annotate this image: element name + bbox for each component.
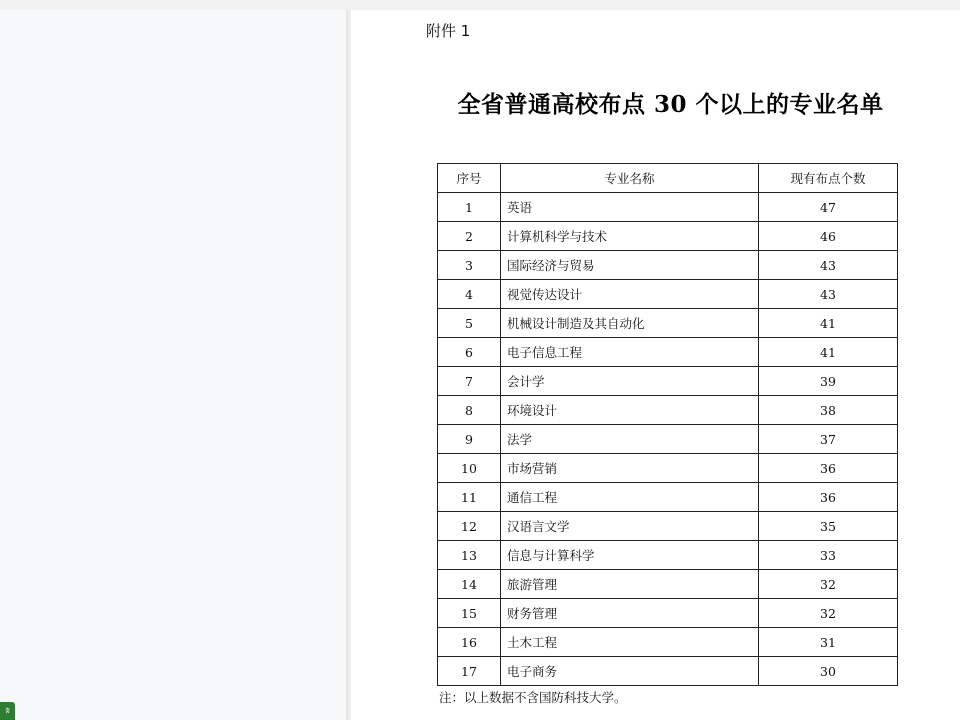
cell-number: 15 <box>438 599 501 628</box>
viewer-left-pane <box>0 10 348 720</box>
cell-number: 14 <box>438 570 501 599</box>
table-row <box>438 599 898 628</box>
cell-name: 市场营销 <box>501 454 759 483</box>
cell-count: 41 <box>759 309 898 338</box>
cell-count: 30 <box>759 657 898 686</box>
cell-count: 39 <box>759 367 898 396</box>
cell-number: 2 <box>438 222 501 251</box>
table-row <box>438 512 898 541</box>
cell-count: 46 <box>759 222 898 251</box>
header-name: 专业名称 <box>501 164 759 193</box>
cell-name: 通信工程 <box>501 483 759 512</box>
table-row <box>438 541 898 570</box>
table-row <box>438 338 898 367</box>
table-row <box>438 425 898 454</box>
major-list-table <box>437 163 898 686</box>
cell-number: 8 <box>438 396 501 425</box>
cell-count: 36 <box>759 483 898 512</box>
table-row <box>438 483 898 512</box>
cell-number: 4 <box>438 280 501 309</box>
cell-number: 6 <box>438 338 501 367</box>
cell-count: 33 <box>759 541 898 570</box>
table-row <box>438 367 898 396</box>
document-page <box>351 10 960 720</box>
table-row <box>438 657 898 686</box>
cell-count: 32 <box>759 599 898 628</box>
cell-number: 17 <box>438 657 501 686</box>
cell-count: 32 <box>759 570 898 599</box>
page-title: 全省普通高校布点 30 个以上的专业名单 <box>457 91 884 118</box>
corner-badge-icon[interactable]: ʬ <box>0 702 15 720</box>
cell-count: 43 <box>759 280 898 309</box>
cell-count: 38 <box>759 396 898 425</box>
cell-number: 1 <box>438 193 501 222</box>
cell-name: 财务管理 <box>501 599 759 628</box>
cell-number: 16 <box>438 628 501 657</box>
cell-name: 国际经济与贸易 <box>501 251 759 280</box>
table-row <box>438 222 898 251</box>
cell-name: 计算机科学与技术 <box>501 222 759 251</box>
table-row <box>438 396 898 425</box>
cell-name: 土木工程 <box>501 628 759 657</box>
cell-count: 36 <box>759 454 898 483</box>
cell-number: 5 <box>438 309 501 338</box>
cell-count: 31 <box>759 628 898 657</box>
attachment-label: 附件 1 <box>426 22 471 40</box>
table-row <box>438 309 898 338</box>
cell-name: 机械设计制造及其自动化 <box>501 309 759 338</box>
cell-number: 13 <box>438 541 501 570</box>
cell-count: 43 <box>759 251 898 280</box>
table-row <box>438 570 898 599</box>
cell-number: 7 <box>438 367 501 396</box>
header-count: 现有布点个数 <box>759 164 898 193</box>
cell-count: 47 <box>759 193 898 222</box>
cell-count: 35 <box>759 512 898 541</box>
table-body <box>438 193 898 686</box>
cell-name: 法学 <box>501 425 759 454</box>
cell-name: 环境设计 <box>501 396 759 425</box>
table-header-row <box>438 164 898 193</box>
cell-number: 12 <box>438 512 501 541</box>
cell-name: 信息与计算科学 <box>501 541 759 570</box>
cell-number: 11 <box>438 483 501 512</box>
table-row <box>438 628 898 657</box>
cell-name: 会计学 <box>501 367 759 396</box>
table-row <box>438 454 898 483</box>
cell-name: 汉语言文学 <box>501 512 759 541</box>
table-row <box>438 251 898 280</box>
footnote: 注：以上数据不含国防科技大学。 <box>439 690 627 705</box>
cell-number: 9 <box>438 425 501 454</box>
cell-name: 视觉传达设计 <box>501 280 759 309</box>
table-row <box>438 280 898 309</box>
cell-name: 英语 <box>501 193 759 222</box>
cell-name: 旅游管理 <box>501 570 759 599</box>
cell-count: 37 <box>759 425 898 454</box>
cell-number: 3 <box>438 251 501 280</box>
header-number: 序号 <box>438 164 501 193</box>
cell-count: 41 <box>759 338 898 367</box>
cell-name: 电子信息工程 <box>501 338 759 367</box>
cell-number: 10 <box>438 454 501 483</box>
cell-name: 电子商务 <box>501 657 759 686</box>
table-row <box>438 193 898 222</box>
